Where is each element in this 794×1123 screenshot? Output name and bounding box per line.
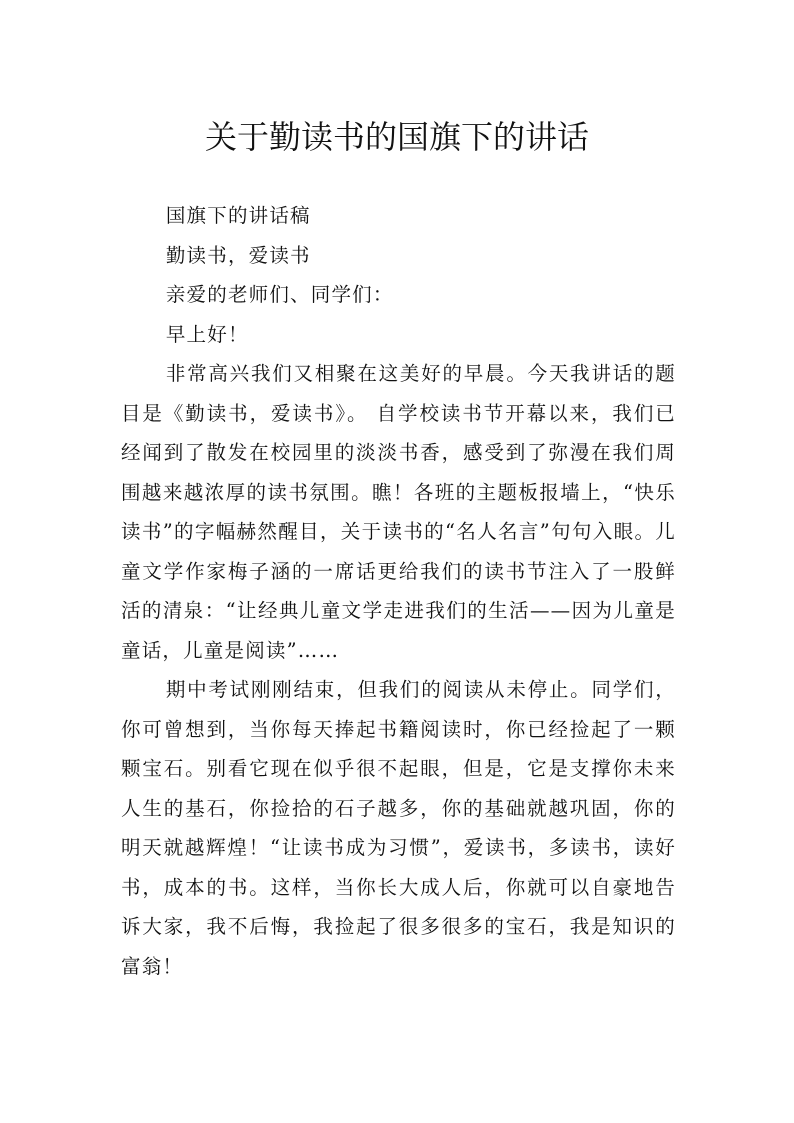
paragraph-heading-speech: 国旗下的讲话稿 [165, 204, 311, 227]
document-body [121, 196, 676, 986]
paragraph-subtitle: 勤读书，爱读书 [165, 243, 311, 267]
paragraph-greeting: 早上好！ [165, 322, 249, 346]
document-title: 关于勤读书的国旗下的讲话 [204, 118, 589, 157]
paragraph-salutation: 亲爱的老师们、同学们： [165, 283, 394, 306]
paragraph-body-2: 期中考试刚刚结束，但我们的阅读从未停止。同学们，你可曾想到，当你每天捧起书籍阅读时，你已经捡起了一颗颗宝石。别看它现在似乎很不起眼，但是，它是支撑你未来人生的基石，你捡拾的石子越多，你的基础就越巩固，你的明天就越辉煌！“让读书成为习惯”，爱读书，多读书，读好书，成本的书。这样，当你长大成人后，你就可以自豪地告诉大家，我不后悔，我捡起了很多很多的宝石，我是知识的富翁！ [121, 678, 676, 978]
paragraph-body-1: 非常高兴我们又相聚在这美好的早晨。今天我讲话的题目是《勤读书，爱读书》。 自学校读书节开幕以来，我们已经闻到了散发在校园里的淡淡书香，感受到了弥漫在我们周围越来越浓厚的读书氛围。瞧！各班的主题板报墙上，“快乐读书”的字幅赫然醒目，关于读书的“名人名言”句句入眼。儿童文学作家梅子涵的一席话更给我们的读书节注入了一股鲜活的清泉：“让经典儿童文学走进我们的生活——因为儿童是童话，儿童是阅读”…… [121, 362, 676, 662]
